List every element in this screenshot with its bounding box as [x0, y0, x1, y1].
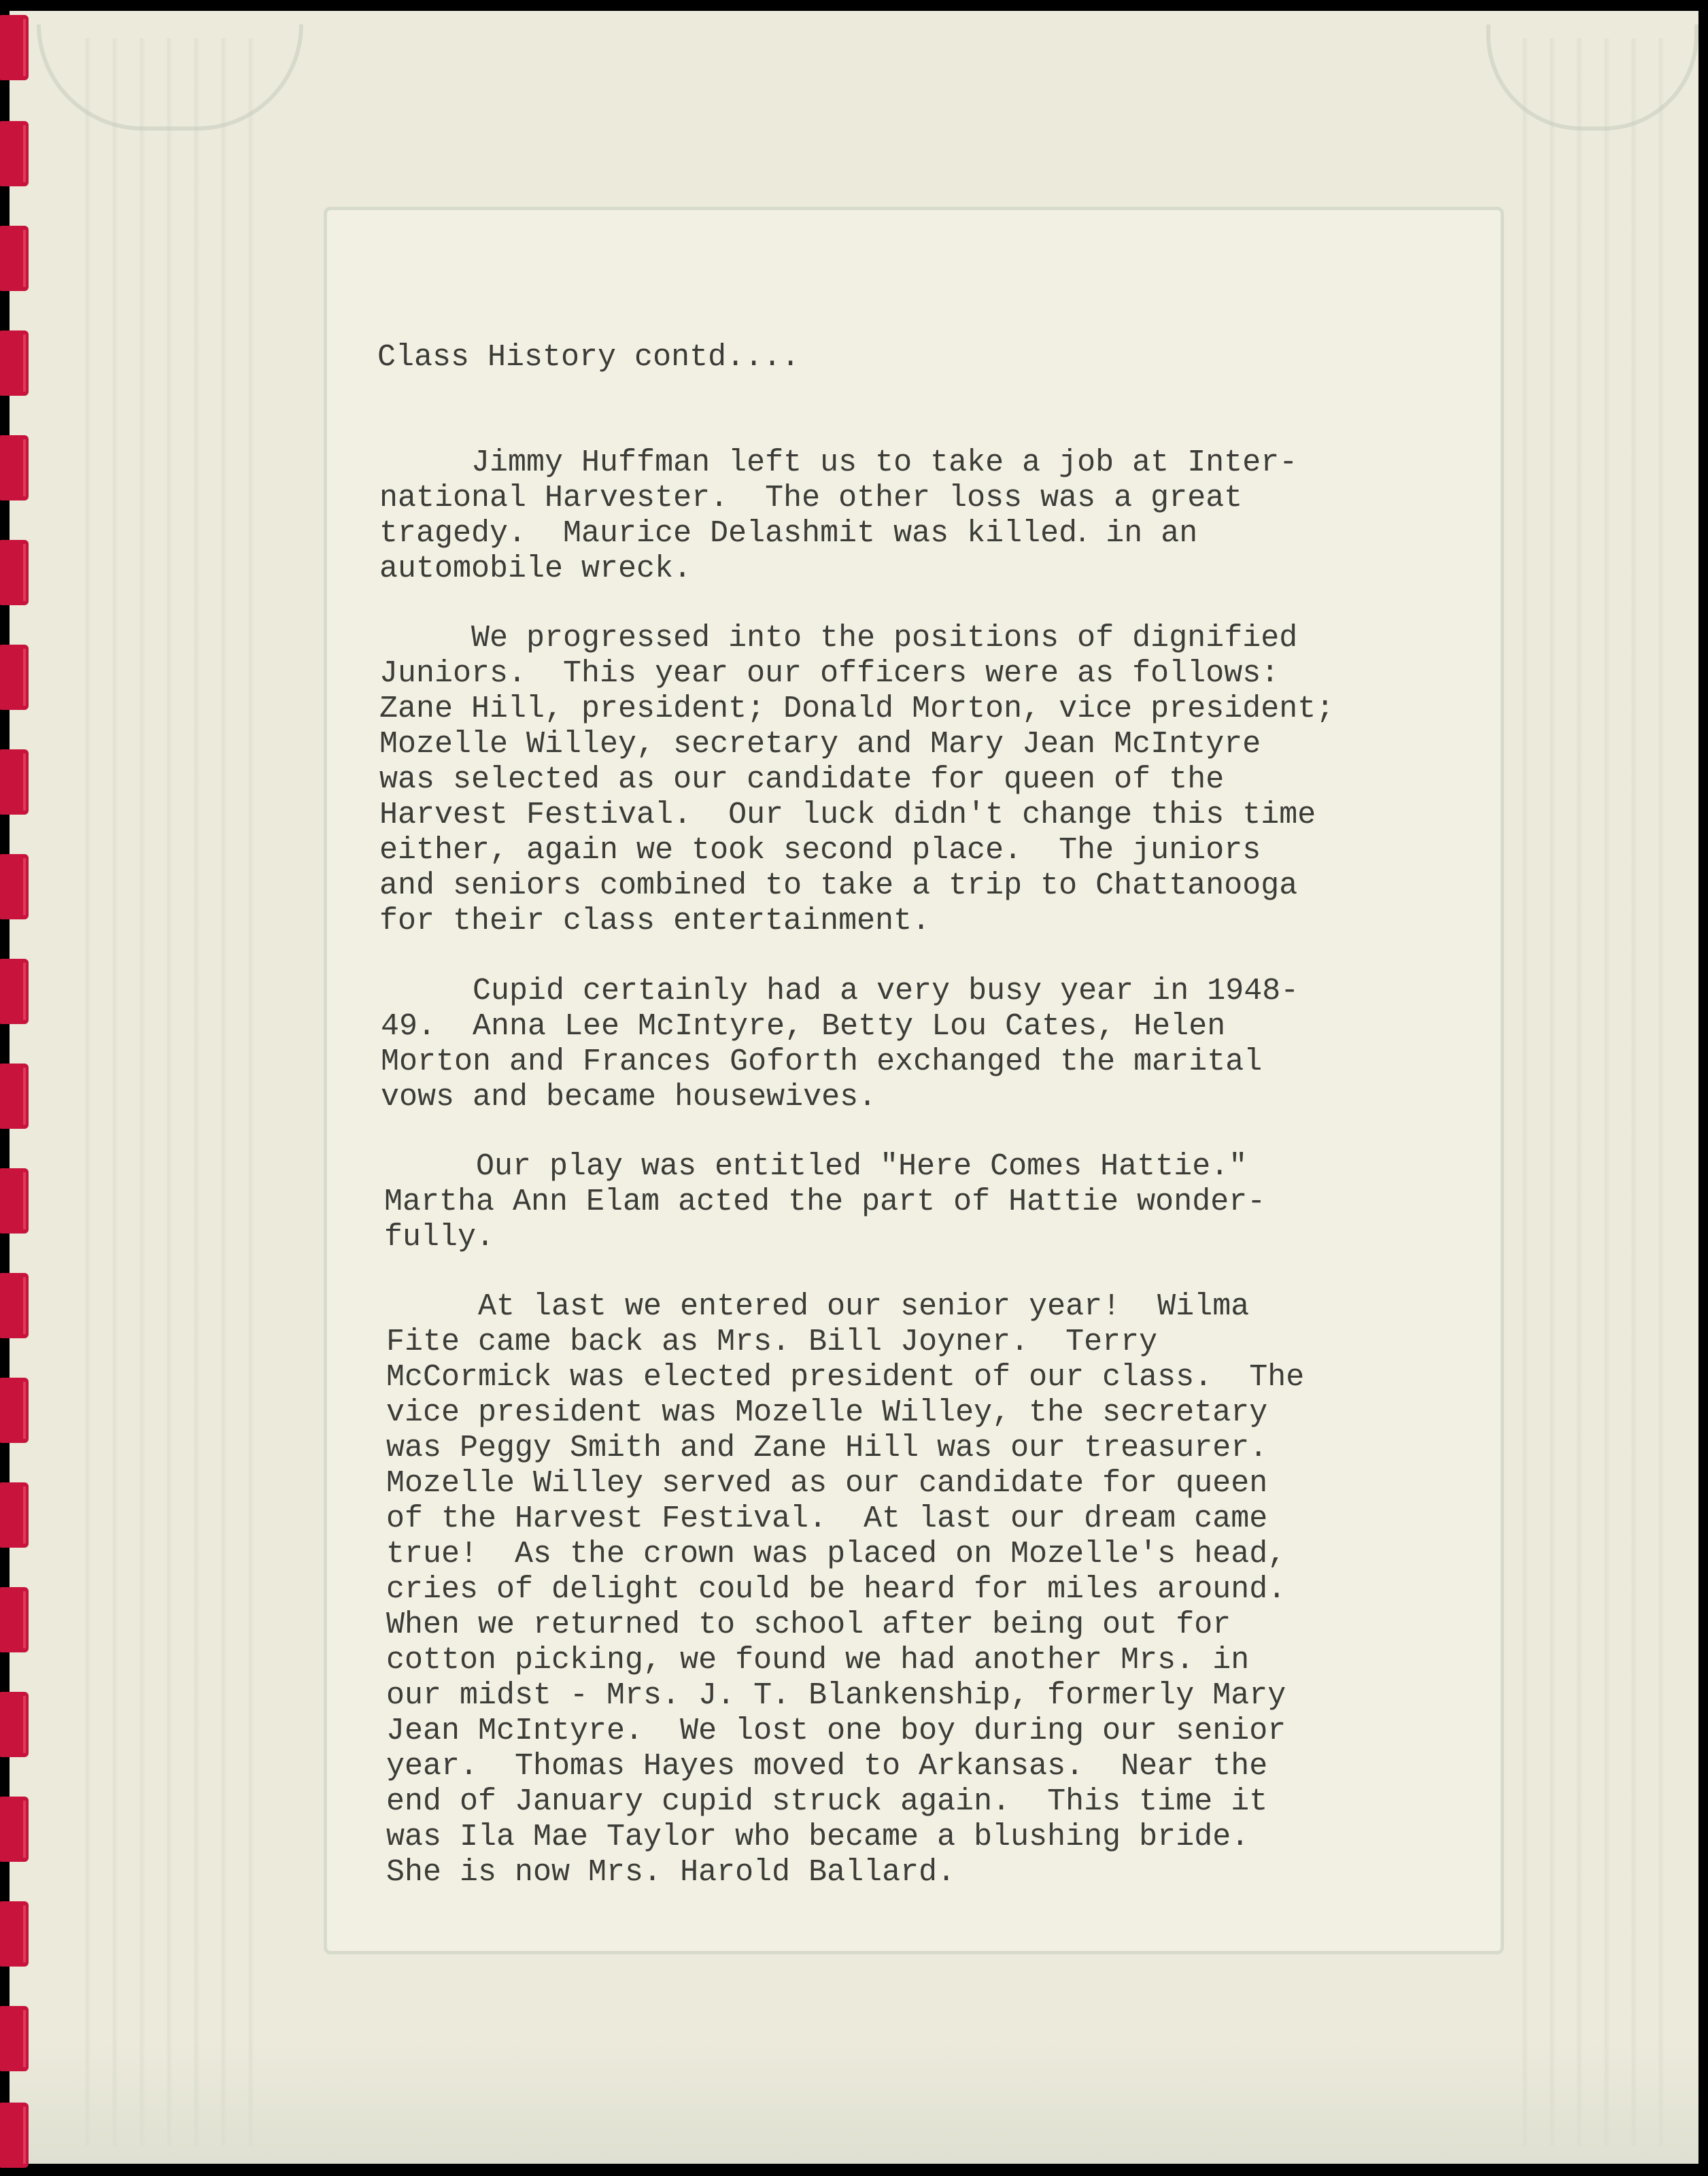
- binding-tab: [0, 1168, 29, 1234]
- text-line: true! As the crown was placed on Mozelle's head,: [386, 1537, 1286, 1571]
- text-line: for their class entertainment.: [379, 904, 931, 938]
- text-line: cotton picking, we found we had another Mrs. in: [386, 1643, 1250, 1678]
- text-line: Cupid certainly had a very busy year in 1948-: [381, 974, 1299, 1008]
- text-line: Mozelle Willey, secretary and Mary Jean McIntyre: [379, 727, 1261, 762]
- text-line: Jimmy Huffman left us to take a job at Inter-: [379, 445, 1298, 480]
- paragraph-5: [386, 1289, 1304, 1890]
- text-line: and seniors combined to take a trip to Chattanooga: [379, 868, 1298, 903]
- text-line: vows and became housewives.: [381, 1080, 877, 1115]
- text-line: Morton and Frances Goforth exchanged the marital: [381, 1044, 1263, 1079]
- binding-tab: [0, 226, 29, 291]
- text-line: fully.: [384, 1220, 495, 1255]
- decorative-column-left: [64, 38, 268, 2146]
- text-line: national Harvester. The other loss was a great: [379, 481, 1243, 515]
- text-line: Fite came back as Mrs. Bill Joyner. Terry: [386, 1325, 1158, 1359]
- binding-tab: [0, 2006, 29, 2071]
- binding-tab: [0, 330, 29, 396]
- paragraph-1: [379, 445, 1297, 587]
- text-line: She is now Mrs. Harold Ballard.: [386, 1855, 956, 1890]
- text-line: of the Harvest Festival. At last our dream came: [386, 1501, 1268, 1536]
- text-line: Our play was entitled "Here Comes Hattie.": [384, 1149, 1248, 1184]
- binding-tab: [0, 1901, 29, 1967]
- text-line: year. Thomas Hayes moved to Arkansas. Near the: [386, 1749, 1268, 1784]
- text-line: Harvest Festival. Our luck didn't change this time: [379, 798, 1316, 832]
- text-line: either, again we took second place. The juniors: [379, 833, 1261, 868]
- binding-tab: [0, 1064, 29, 1129]
- text-line: was Peggy Smith and Zane Hill was our treasurer.: [386, 1431, 1268, 1465]
- text-line: Zane Hill, president; Donald Morton, vice president;: [379, 692, 1335, 726]
- decorative-column-right: [1501, 38, 1678, 2146]
- text-line: vice president was Mozelle Willey, the secretary: [386, 1395, 1268, 1430]
- decorative-base: [10, 2041, 1698, 2164]
- binding-tab: [0, 15, 29, 80]
- binding-tab: [0, 645, 29, 710]
- paragraph-4: [384, 1149, 1265, 1255]
- paragraph-2: [379, 621, 1334, 939]
- text-line: McCormick was elected president of our class. The: [386, 1360, 1305, 1395]
- text-line: We progressed into the positions of dignified: [379, 621, 1298, 656]
- binding-tab: [0, 959, 29, 1024]
- text-line: automobile wreck.: [379, 551, 692, 586]
- page-title: Class History contd....: [377, 340, 800, 375]
- binding-tab: [0, 1378, 29, 1443]
- text-line: our midst - Mrs. J. T. Blankenship, formerly Mary: [386, 1678, 1286, 1713]
- paragraph-3: [381, 974, 1299, 1115]
- text-line: Martha Ann Elam acted the part of Hattie wonder-: [384, 1185, 1266, 1219]
- binding-tab: [0, 2103, 29, 2168]
- text-line: 49. Anna Lee McIntyre, Betty Lou Cates, Helen: [381, 1009, 1226, 1044]
- binding-tab: [0, 1692, 29, 1757]
- binding-tab: [0, 540, 29, 605]
- text-line: When we returned to school after being out for: [386, 1608, 1231, 1642]
- binding-tab: [0, 1273, 29, 1338]
- binding-tab: [0, 121, 29, 186]
- binding-tab: [0, 435, 29, 500]
- binding-tab: [0, 749, 29, 815]
- binding-tab: [0, 1587, 29, 1652]
- text-line: Mozelle Willey served as our candidate for queen: [386, 1466, 1268, 1501]
- text-line: end of January cupid struck again. This time it: [386, 1784, 1268, 1819]
- text-line: was selected as our candidate for queen of the: [379, 762, 1225, 797]
- text-line: At last we entered our senior year! Wilma: [386, 1289, 1250, 1324]
- binding-tab: [0, 1797, 29, 1862]
- text-line: Juniors. This year our officers were as follows:: [379, 656, 1280, 691]
- text-line: tragedy. Maurice Delashmit was killed․ in an: [379, 516, 1198, 551]
- text-line: was Ila Mae Taylor who became a blushing bride.: [386, 1820, 1250, 1854]
- text-line: cries of delight could be heard for miles around.: [386, 1572, 1286, 1607]
- binding-tab: [0, 1482, 29, 1548]
- text-line: Jean McIntyre. We lost one boy during our senior: [386, 1714, 1286, 1748]
- binding-tab: [0, 854, 29, 919]
